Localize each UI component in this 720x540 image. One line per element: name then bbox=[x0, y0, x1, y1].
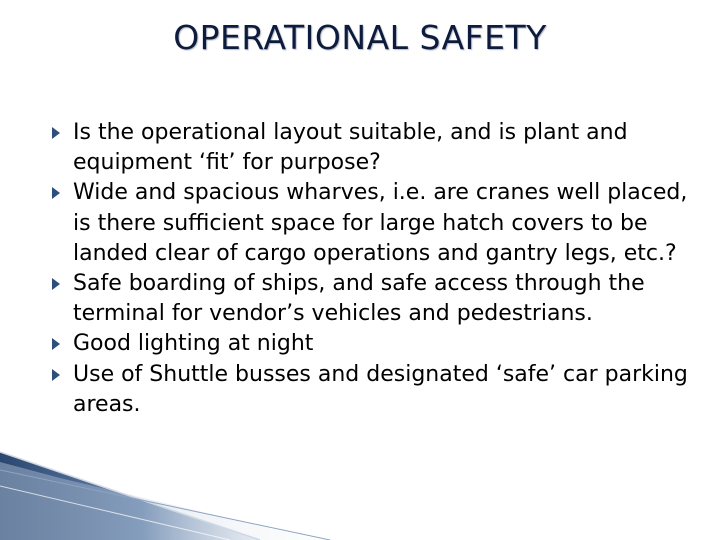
bullet-text: Safe boarding of ships, and safe access through the terminal for vendor’s vehicles and pedestrians. bbox=[73, 271, 645, 327]
bullet-item bbox=[52, 360, 692, 420]
bullet-list bbox=[52, 118, 692, 420]
bullet-text: Wide and spacious wharves, i.e. are cranes well placed, is there sufficient space for large hatch covers to be landed clear of cargo operations and gantry legs, etc.? bbox=[73, 180, 688, 266]
bullet-text: Good lighting at night bbox=[73, 331, 314, 357]
bullet-item bbox=[52, 118, 692, 178]
bullet-text: Use of Shuttle busses and designated ‘safe’ car parking areas. bbox=[73, 361, 688, 417]
bullet-item bbox=[52, 178, 692, 269]
bullet-triangle-icon bbox=[52, 187, 60, 199]
bullet-triangle-icon bbox=[52, 127, 60, 139]
bullet-text: Is the operational layout suitable, and is plant and equipment ‘fit’ for purpose? bbox=[73, 120, 628, 176]
slide-title: OPERATIONAL SAFETY bbox=[173, 18, 547, 57]
bullet-triangle-icon bbox=[52, 369, 60, 381]
bullet-triangle-icon bbox=[52, 278, 60, 290]
bullet-item bbox=[52, 329, 692, 359]
bullet-item bbox=[52, 269, 692, 329]
bullet-triangle-icon bbox=[52, 338, 60, 350]
